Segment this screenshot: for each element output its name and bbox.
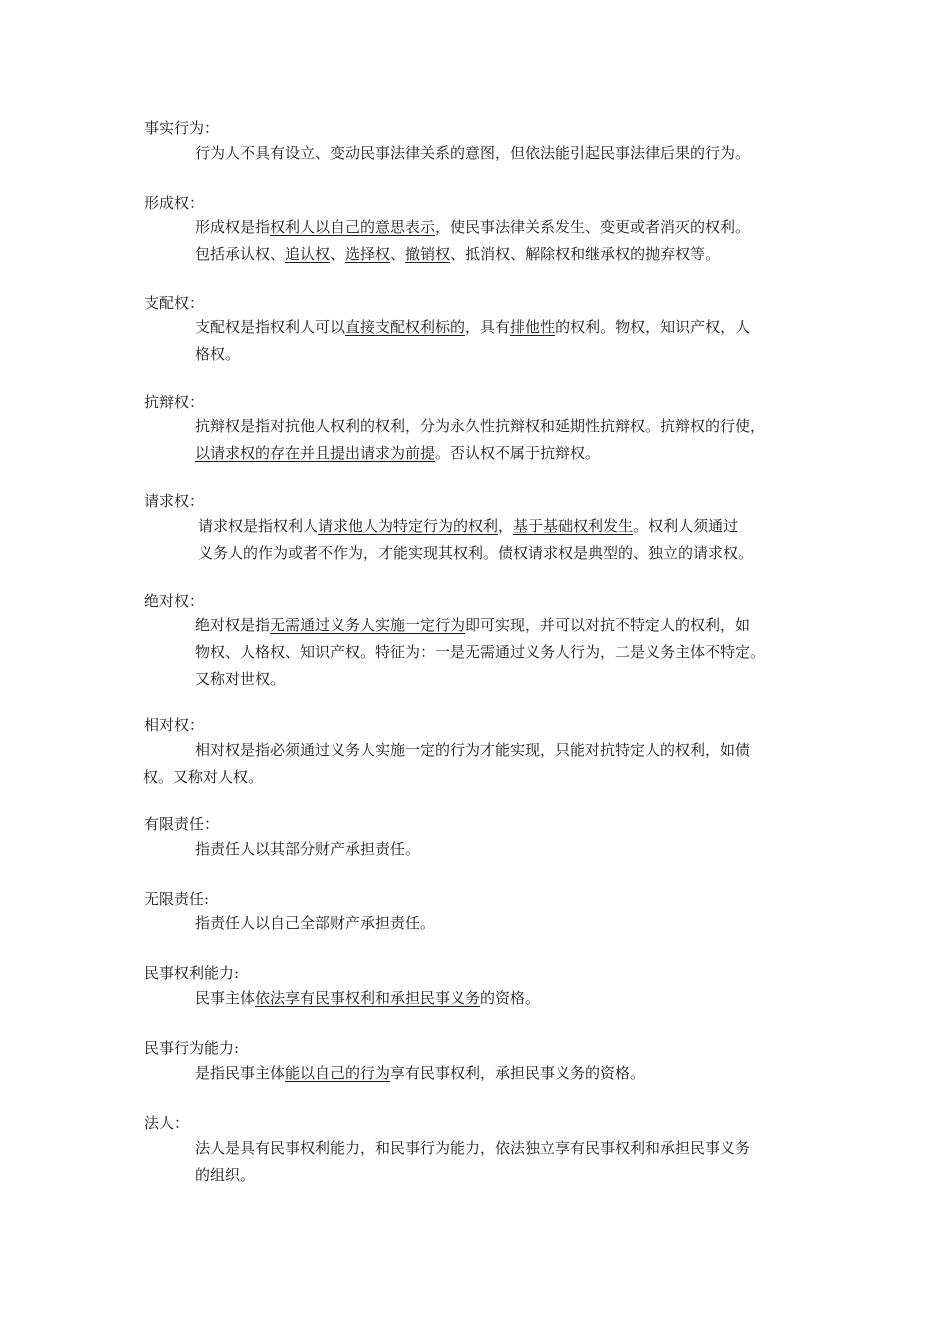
definition <box>143 737 809 791</box>
underlined-text: 请求他人为特定行为的权利 <box>318 517 499 535</box>
definition-line <box>195 214 809 241</box>
definition <box>195 612 809 693</box>
text-run: 又称对世权。 <box>195 670 286 688</box>
definition-line <box>198 513 812 540</box>
definition-line <box>198 540 812 567</box>
text-run: ，使民事法律关系发生、变更或者消灭的权利。 <box>435 218 751 236</box>
definition-line <box>195 1162 809 1189</box>
definition-line <box>195 910 809 937</box>
definition-line <box>195 341 809 368</box>
term-heading: 形成权： <box>144 194 205 212</box>
text-run: 义务人的作为或者不作为，才能实现其权利。债权请求权是典型的、独立的请求权。 <box>198 544 754 562</box>
definition-line <box>195 440 809 467</box>
definition-line <box>195 666 809 693</box>
term-heading: 抗辩权： <box>144 393 205 411</box>
text-run: 即可实现，并可以对抗不特定人的权利，如 <box>465 616 751 634</box>
term-heading: 法人： <box>144 1114 190 1132</box>
text-run: 请求权是指权利人 <box>198 517 319 535</box>
text-run: 绝对权是指 <box>195 616 271 634</box>
definition-line <box>143 764 809 791</box>
text-run: 物权、人格权、知识产权。特征为：一是无需通过义务人行为，二是义务主体不特定。 <box>195 643 766 661</box>
term-heading: 请求权： <box>144 492 205 510</box>
text-run: 的组织。 <box>195 1166 256 1184</box>
text-run: 行为人不具有设立、变动民事法律关系的意图，但依法能引起民事法律后果的行为。 <box>195 144 751 162</box>
underlined-text: 权利人以自己的意思表示 <box>270 218 436 236</box>
definition <box>195 413 809 467</box>
underlined-text: 依法享有民事权利和承担民事义务 <box>255 989 481 1007</box>
definition <box>195 985 809 1012</box>
underlined-text: 能以自己的行为 <box>285 1064 391 1082</box>
text-run: 抗辩权是指对抗他人权利的权利，分为永久性抗辩权和延期性抗辩权。抗辩权的行使， <box>195 417 766 435</box>
definition <box>195 1060 809 1087</box>
underlined-text: 无需通过义务人实施一定行为 <box>270 616 466 634</box>
definition-line <box>195 314 809 341</box>
underlined-text: 排他性 <box>510 318 556 336</box>
text-run: 指责任人以自己全部财产承担责任。 <box>195 914 436 932</box>
definition <box>195 214 809 268</box>
definition <box>198 513 812 567</box>
definition-line <box>195 241 809 268</box>
text-run: 的资格。 <box>480 989 541 1007</box>
term-heading: 民事行为能力: <box>144 1039 240 1057</box>
text-run: 相对权是指必须通过义务人实施一定的行为才能实现，只能对抗特定人的权利，如债 <box>195 741 751 759</box>
definition-line <box>195 413 809 440</box>
text-run: 民事主体 <box>195 989 256 1007</box>
term-heading: 事实行为： <box>144 119 220 137</box>
definition-line <box>195 737 809 764</box>
underlined-text: 基于基础权利发生 <box>513 517 634 535</box>
underlined-text: 撤销权 <box>405 245 451 263</box>
text-run: 、抵消权、解除权和继承权的抛弃权等。 <box>450 245 721 263</box>
underlined-text: 以请求权的存在并且提出请求为前提 <box>195 444 436 462</box>
text-run: 支配权是指权利人可以 <box>195 318 346 336</box>
definition-line <box>195 612 809 639</box>
text-run: 享有民事权利，承担民事义务的资格。 <box>390 1064 646 1082</box>
text-run: 法人是具有民事权利能力，和民事行为能力，依法独立享有民事权利和承担民事义务 <box>195 1139 751 1157</box>
term-heading: 相对权： <box>144 716 205 734</box>
definition <box>195 910 809 937</box>
definition <box>195 836 809 863</box>
text-run: 权。又称对人权。 <box>143 768 264 786</box>
text-run: ，具有 <box>465 318 511 336</box>
text-run: 的权利。物权，知识产权，人 <box>555 318 751 336</box>
text-run: 是指民事主体 <box>195 1064 286 1082</box>
text-run: 格权。 <box>195 345 241 363</box>
term-heading: 无限责任: <box>144 890 210 908</box>
text-run: 。权利人须通过 <box>633 517 739 535</box>
underlined-text: 追认权 <box>285 245 331 263</box>
definition-line <box>195 985 809 1012</box>
definition-line <box>195 639 809 666</box>
definition-line <box>195 1060 809 1087</box>
definition-line <box>195 1135 809 1162</box>
term-heading: 支配权： <box>144 294 205 312</box>
text-run: ， <box>498 517 514 535</box>
definition-line <box>195 140 809 167</box>
text-run: 、 <box>390 245 406 263</box>
underlined-text: 直接支配权利标的 <box>345 318 466 336</box>
text-run: 、 <box>330 245 346 263</box>
underlined-text: 选择权 <box>345 245 391 263</box>
text-run: 。否认权不属于抗辩权。 <box>435 444 601 462</box>
definition-line <box>195 836 809 863</box>
definition <box>195 314 809 368</box>
text-run: 指责任人以其部分财产承担责任。 <box>195 840 421 858</box>
definition <box>195 1135 809 1189</box>
term-heading: 民事权利能力: <box>144 964 240 982</box>
text-run: 形成权是指 <box>195 218 271 236</box>
text-run: 包括承认权、 <box>195 245 286 263</box>
term-heading: 绝对权： <box>144 592 205 610</box>
term-heading: 有限责任： <box>144 815 220 833</box>
definition <box>195 140 809 167</box>
